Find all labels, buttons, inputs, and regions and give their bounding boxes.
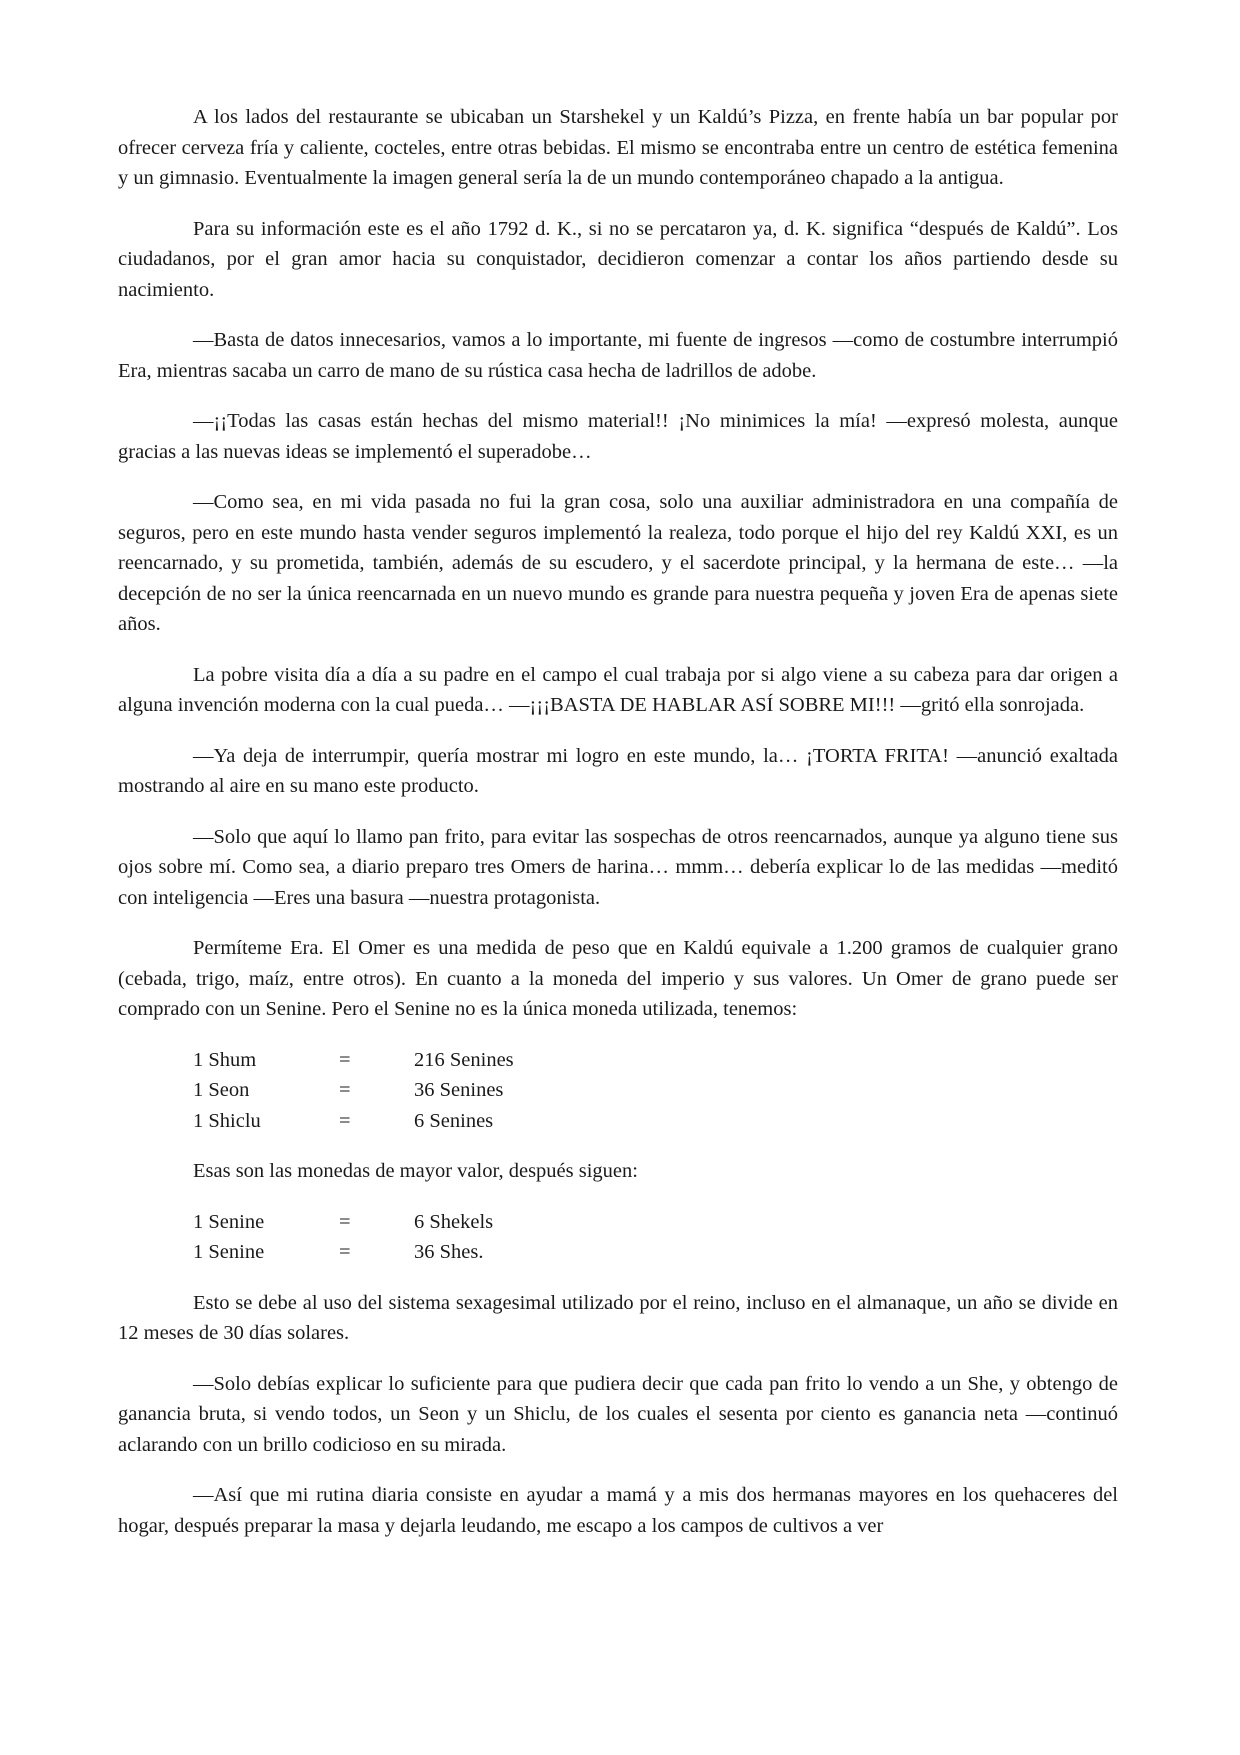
paragraph-year-explanation: Para su información este es el año 1792 d. K., si no se percataron ya, d. K. significa “después de Kaldú”. Los ciudadanos, por el gran amor hacia su conquistador, decidieron comenzar a contar los años partiendo desde su nacimiento. xyxy=(118,217,1118,301)
equals-sign: = xyxy=(339,1079,351,1101)
currency-value: 36 Senines xyxy=(414,1079,504,1101)
table-row xyxy=(193,1106,614,1137)
currency-value: 36 Shes. xyxy=(414,1241,484,1263)
equals-sign: = xyxy=(339,1210,351,1233)
table-row xyxy=(193,1045,614,1076)
currency-table-high-value xyxy=(193,1045,614,1137)
paragraph-lower-value-intro: Esas son las monedas de mayor valor, después siguen: xyxy=(193,1160,638,1182)
currency-name: 1 Seon xyxy=(193,1079,250,1101)
table-row xyxy=(193,1237,614,1268)
currency-value: 6 Senines xyxy=(414,1109,494,1132)
paragraph-era-interrupts: —Basta de datos innecesarios, vamos a lo importante, mi fuente de ingresos —como de costumbre interrumpió Era, mientras sacaba un carro de mano de su rústica casa hecha de ladrillos de adobe. xyxy=(118,329,1118,382)
paragraph-profit: —Solo debías explicar lo suficiente para que pudiera decir que cada pan frito lo vendo a un She, y obtengo de ganancia bruta, si vendo todos, un Seon y un Shiclu, de los cuales el sesenta por ciento es ganancia neta —continuó aclarando con un brillo codicioso en su mirada. xyxy=(118,1372,1118,1456)
paragraph-pan-frito: —Solo que aquí lo llamo pan frito, para evitar las sospechas de otros reencarnados, aunque ya alguno tiene sus ojos sobre mí. Como sea, a diario preparo tres Omers de harina… mmm… debería explicar lo de las medidas —meditó con inteligencia —Eres una basura —nuestra protagonista. xyxy=(118,825,1118,909)
document-page xyxy=(118,102,1118,1561)
paragraph-past-life: —Como sea, en mi vida pasada no fui la gran cosa, solo una auxiliar administradora en una compañía de seguros, pero en este mundo hasta vender seguros implementó la realeza, todo porque el hijo del rey Kaldú XXI, es un reencarnado, y su prometida, también, además de su escudero, y el sacerdote principal, y la hermana de este… —la decepción de no ser la única reencarnada en un nuevo mundo es grande para nuestra pequeña y joven Era de apenas siete años. xyxy=(118,491,1118,635)
equals-sign: = xyxy=(339,1241,351,1263)
table-row xyxy=(193,1207,614,1238)
equals-sign: = xyxy=(339,1048,351,1071)
paragraph-visits-father: La pobre visita día a día a su padre en el campo el cual trabaja por si algo viene a su cabeza para dar origen a alguna invención moderna con la cual pueda… —¡¡¡BASTA DE HABLAR ASÍ SOBRE MI!!! —gritó ella sonrojada. xyxy=(118,663,1118,716)
currency-name: 1 Shum xyxy=(193,1048,257,1071)
paragraph-omer-measure: Permíteme Era. El Omer es una medida de peso que en Kaldú equivale a 1.200 gramos de cualquier grano (cebada, trigo, maíz, entre otros). En cuanto a la moneda del imperio y sus valores. Un Omer de grano puede ser comprado con un Senine. Pero el Senine no es la única moneda utilizada, tenemos: xyxy=(118,937,1118,1020)
table-row xyxy=(193,1075,614,1106)
currency-name: 1 Senine xyxy=(193,1241,265,1263)
equals-sign: = xyxy=(339,1109,351,1132)
paragraph-restaurant-surroundings: A los lados del restaurante se ubicaban un Starshekel y un Kaldú’s Pizza, en frente había un bar popular por ofrecer cerveza fría y caliente, cocteles, entre otras bebidas. El mismo se encontraba entre un centro de estética femenina y un gimnasio. Eventualmente la imagen general sería la de un mundo contemporáneo chapado a la antigua. xyxy=(118,106,1118,189)
currency-value: 216 Senines xyxy=(414,1048,514,1071)
currency-table-low-value xyxy=(193,1207,614,1268)
paragraph-sexagesimal: Esto se debe al uso del sistema sexagesimal utilizado por el reino, incluso en el almanaque, un año se divide en 12 meses de 30 días solares. xyxy=(118,1291,1118,1344)
paragraph-torta-frita: —Ya deja de interrumpir, quería mostrar mi logro en este mundo, la… ¡TORTA FRITA! —anunció exaltada mostrando al aire en su mano este producto. xyxy=(118,744,1118,797)
paragraph-houses-material: —¡¡Todas las casas están hechas del mismo material!! ¡No minimices la mía! —expresó molesta, aunque gracias a las nuevas ideas se implementó el superadobe… xyxy=(118,410,1118,463)
currency-name: 1 Shiclu xyxy=(193,1109,261,1132)
currency-value: 6 Shekels xyxy=(414,1210,494,1233)
paragraph-daily-routine: —Así que mi rutina diaria consiste en ayudar a mamá y a mis dos hermanas mayores en los quehaceres del hogar, después preparar la masa y dejarla leudando, me escapo a los campos de cultivos a ver xyxy=(118,1484,1118,1537)
currency-name: 1 Senine xyxy=(193,1210,265,1233)
